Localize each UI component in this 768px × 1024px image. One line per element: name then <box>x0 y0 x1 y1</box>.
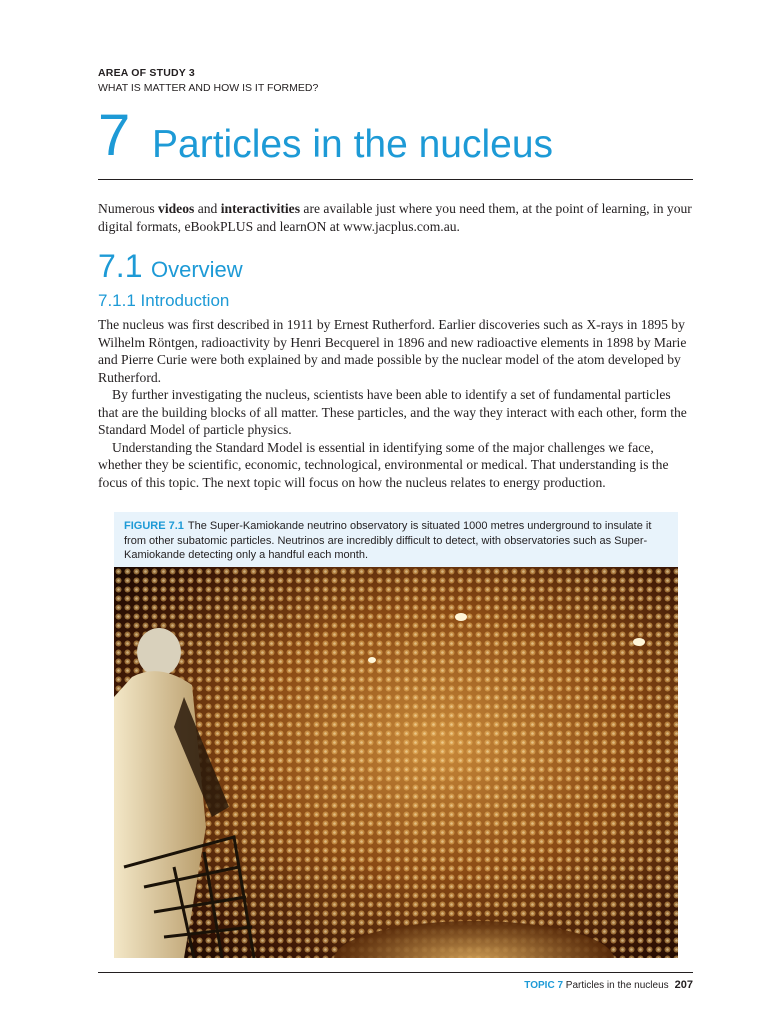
footer-topic-title: Particles in the nucleus <box>565 980 669 991</box>
page-number: 207 <box>674 979 693 991</box>
page-footer <box>524 978 693 993</box>
figure-photo-super-kamiokande <box>114 567 678 958</box>
body-text <box>98 316 688 491</box>
intro-videos-link: videos <box>158 201 195 216</box>
section-number: 7.1 <box>98 248 143 284</box>
intro-text-1: Numerous <box>98 201 159 216</box>
footer-divider <box>98 972 693 973</box>
ceiling-light <box>368 657 376 663</box>
figure-label: FIGURE 7.1 <box>124 520 184 532</box>
figure-caption-text: The Super-Kamiokande neutrino observatory is situated 1000 metres underground to insulate it from other subatomic particles. Neutrinos are incredibly difficult to detect, with observatories such as Super-Kamiokande detecting only a handful each month. <box>124 520 652 561</box>
body-paragraph: The nucleus was first described in 1911 by Ernest Rutherford. Earlier discoveries such as X-rays in 1895 by Wilhelm Röntgen, radioactivity by Henri Becquerel in 1896 and new radioactive elements in 1898 by Marie and Pierre Curie were both explained by and made possible by the nuclear model of the atom developed by Rutherford. <box>98 317 687 385</box>
ceiling-light <box>455 613 467 621</box>
chapter-divider <box>98 179 693 180</box>
body-paragraph: By further investigating the nucleus, scientists have been able to identify a set of fundamental particles that are the building blocks of all matter. These particles, and the way they interact with each other, form the Standard Model of particle physics. <box>98 387 687 437</box>
area-of-study-subtitle: WHAT IS MATTER AND HOW IS IT FORMED? <box>98 82 319 94</box>
section-title: Overview <box>151 257 243 282</box>
footer-topic-label: TOPIC 7 <box>524 980 564 991</box>
intro-text-2: and <box>194 201 221 216</box>
body-paragraph: Understanding the Standard Model is essential in identifying some of the major challenges we face, whether they be scientific, economic, technological, environmental or medical. That understanding is the focus of this topic. The next topic will focus on how the nucleus relates to energy production. <box>98 439 669 490</box>
detector-photo-illustration <box>114 567 678 958</box>
intro-interactivities-link: interactivities <box>220 201 301 216</box>
subsection-title: 7.1.1 Introduction <box>98 291 230 310</box>
intro-text-3: are available just where you need them, at the point of learning, in your digital formats, eBookPLUS and learnON at www.jacplus.com.au. <box>98 201 692 234</box>
chapter-number: 7 <box>98 103 131 168</box>
figure-caption <box>124 519 668 563</box>
chapter-title: Particles in the nucleus <box>152 123 554 166</box>
area-of-study-label: AREA OF STUDY 3 <box>98 67 195 79</box>
ceiling-light <box>633 638 645 646</box>
intro-paragraph <box>98 200 698 236</box>
